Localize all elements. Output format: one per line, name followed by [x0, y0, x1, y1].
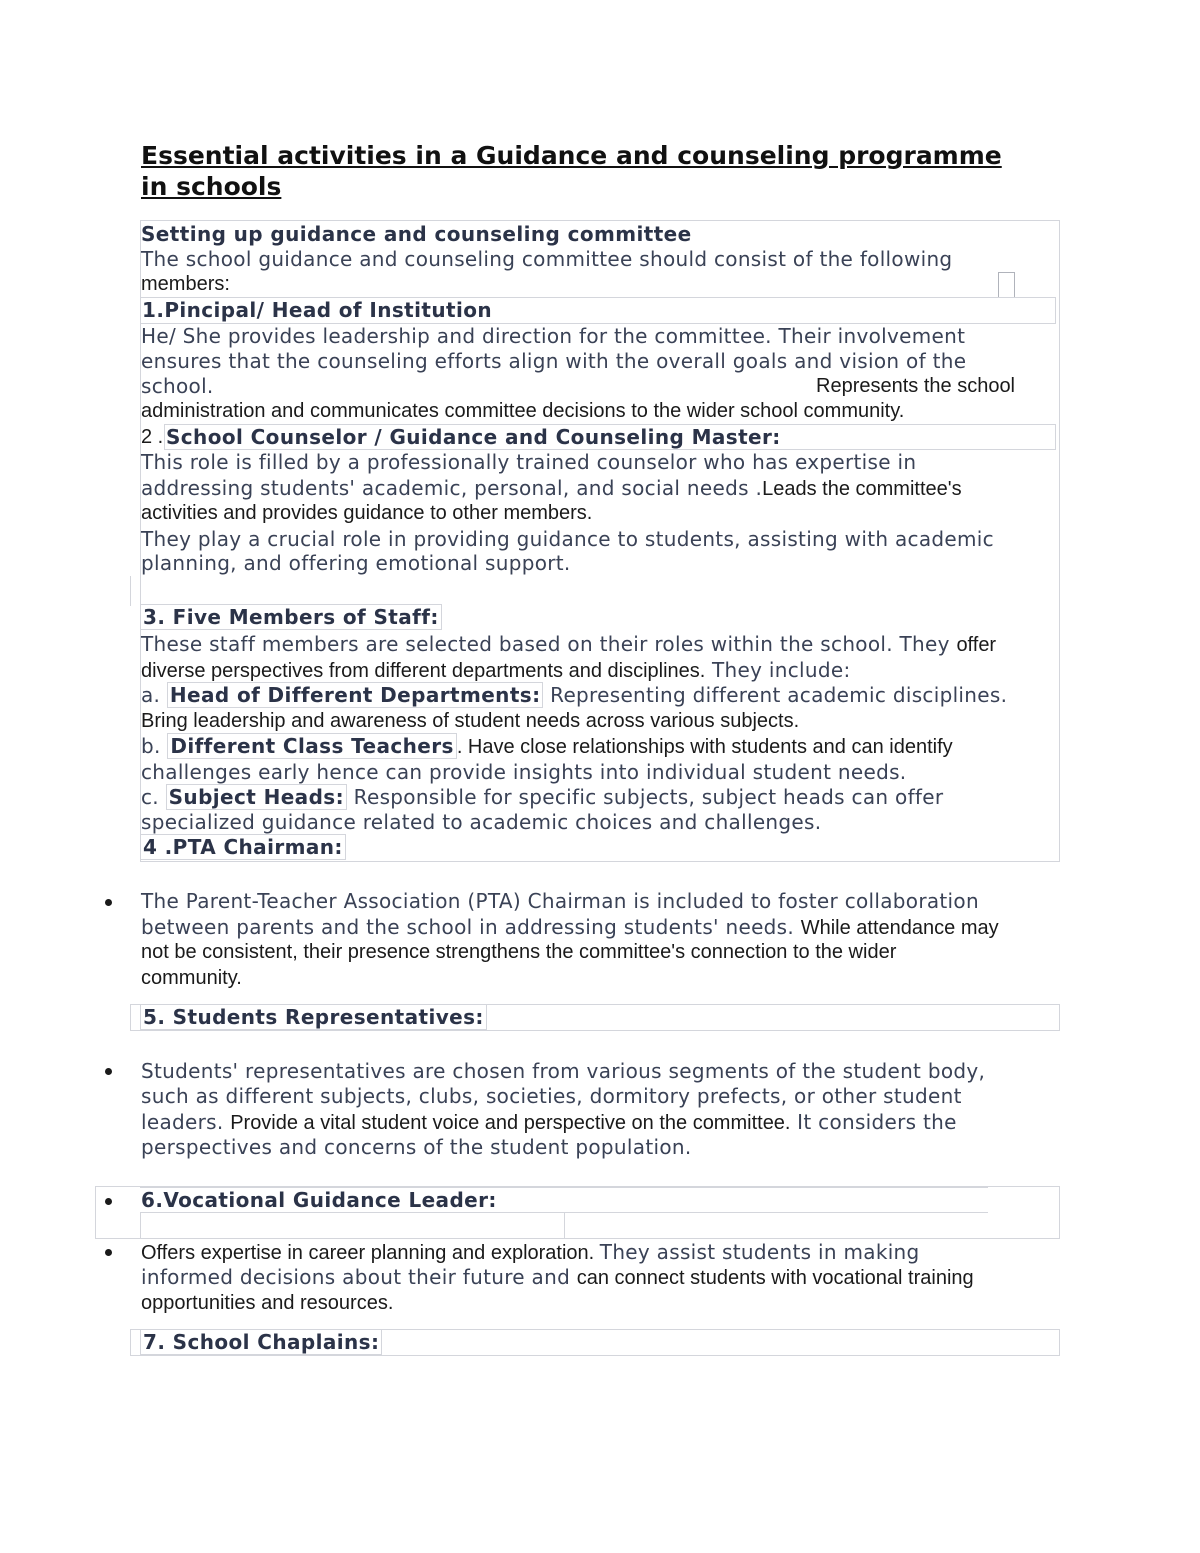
- staff-item-b-text: . Have close relationships with students and can identify: [456, 736, 953, 758]
- committee-intro-1: The school guidance and counseling committee should consist of the following: [141, 247, 953, 271]
- staff-item-b-prefix: b.: [141, 734, 168, 758]
- students-text-3: [141, 1110, 957, 1136]
- pta-text-2a: between parents and the school in addressing students' needs.: [141, 915, 801, 939]
- staff-text-2b: They include:: [705, 658, 851, 682]
- staff-item-a-text: Representing different academic disciplines.: [543, 683, 1008, 707]
- title-line-1: Essential activities in a Guidance and counseling programme: [141, 141, 1002, 170]
- staff-text-1b: offer: [956, 634, 997, 656]
- students-text-3a: leaders.: [141, 1110, 231, 1134]
- counselor-text-2: [141, 476, 962, 502]
- staff-text-1: [141, 632, 996, 658]
- bullet-icon: [105, 1198, 112, 1205]
- principal-heading: 1.Pincipal/ Head of Institution: [142, 298, 492, 322]
- counselor-text-3: activities and provides guidance to other members.: [141, 502, 593, 524]
- pta-heading-row: [140, 835, 346, 860]
- principal-text-4: administration and communicates committee decisions to the wider school community.: [141, 400, 905, 422]
- pta-heading: 4 .PTA Chairman:: [140, 834, 346, 860]
- vocational-text-2: [141, 1265, 974, 1291]
- counselor-text-1: This role is filled by a professionally trained counselor who has expertise in: [141, 450, 917, 474]
- principal-text-1: He/ She provides leadership and direction for the committee. Their involvement: [141, 324, 966, 348]
- counselor-text-2b: Leads the committee's: [762, 478, 962, 500]
- staff-item-b-line-2: challenges early hence can provide insights into individual student needs.: [141, 760, 907, 784]
- students-text-1: Students' representatives are chosen from various segments of the student body,: [141, 1059, 986, 1083]
- students-text-4: perspectives and concerns of the student population.: [141, 1135, 692, 1159]
- counselor-text-4: They play a crucial role in providing guidance to students, assisting with academic: [141, 527, 994, 551]
- committee-heading: Setting up guidance and counseling committee: [141, 222, 692, 246]
- students-text-3b: Provide a vital student voice and perspective on the committee.: [230, 1112, 791, 1134]
- staff-item-c-heading: Subject Heads:: [166, 784, 347, 810]
- committee-intro-2: members:: [141, 273, 230, 295]
- principal-text-3a: school.: [141, 374, 214, 398]
- divider: [130, 576, 131, 606]
- document-title: [141, 140, 1061, 202]
- chaplains-heading: 7. School Chaplains:: [140, 1329, 382, 1355]
- principal-text-3b: Represents the school: [816, 375, 1016, 397]
- staff-item-b: [141, 734, 953, 760]
- checkbox-icon: [998, 272, 1015, 298]
- chaplains-heading-row: [140, 1330, 382, 1355]
- staff-item-a-prefix: a.: [141, 683, 167, 707]
- staff-item-c-line-2: specialized guidance related to academic choices and challenges.: [141, 810, 822, 834]
- counselor-prefix: 2 .: [141, 426, 164, 448]
- staff-item-b-heading: Different Class Teachers: [167, 733, 457, 759]
- vocational-text-1a: Offers expertise in career planning and exploration.: [141, 1242, 600, 1264]
- vocational-text-2b: can connect students with vocational training: [576, 1267, 974, 1289]
- principal-text-2: ensures that the counseling efforts align with the overall goals and vision of the: [141, 349, 967, 373]
- pta-text-4: community.: [141, 967, 242, 989]
- vocational-text-3: opportunities and resources.: [141, 1292, 394, 1314]
- students-text-3c: It considers the: [790, 1110, 957, 1134]
- counselor-text-2a: addressing students' academic, personal, and social needs .: [141, 476, 763, 500]
- staff-item-a-line-2: Bring leadership and awareness of student needs across various subjects.: [141, 710, 800, 732]
- vocational-text-1: [141, 1240, 920, 1266]
- staff-text-2a: diverse perspectives from different departments and disciplines.: [141, 660, 706, 682]
- staff-heading-row: [140, 605, 442, 630]
- staff-text-1a: These staff members are selected based on their roles within the school. They: [141, 632, 957, 656]
- vocational-heading: 6.Vocational Guidance Leader:: [141, 1188, 497, 1212]
- vocational-empty-cell: [140, 1213, 565, 1238]
- vocational-text-2a: informed decisions about their future and: [141, 1265, 577, 1289]
- pta-text-3: not be consistent, their presence strengthens the committee's connection to the wider: [141, 941, 897, 963]
- vocational-text-1b: They assist students in making: [599, 1240, 920, 1264]
- staff-heading: 3. Five Members of Staff:: [140, 604, 442, 630]
- staff-item-a: [141, 683, 1007, 708]
- bullet-icon: [105, 1068, 112, 1075]
- pta-text-1: The Parent-Teacher Association (PTA) Chairman is included to foster collaboration: [141, 889, 979, 913]
- bullet-icon: [105, 1249, 112, 1256]
- pta-text-2b: While attendance may: [800, 917, 999, 939]
- staff-item-c-text: Responsible for specific subjects, subject heads can offer: [347, 785, 944, 809]
- staff-text-2: [141, 658, 851, 684]
- staff-item-c: [141, 785, 943, 810]
- title-line-2: in schools: [141, 172, 282, 201]
- students-heading: 5. Students Representatives:: [140, 1004, 487, 1030]
- students-text-2: such as different subjects, clubs, societies, dormitory prefects, or other student: [141, 1084, 962, 1108]
- counselor-heading: School Counselor / Guidance and Counseling Master:: [166, 425, 781, 449]
- students-heading-row: [140, 1005, 487, 1030]
- pta-text-2: [141, 915, 999, 941]
- bullet-icon: [105, 899, 112, 906]
- staff-item-a-heading: Head of Different Departments:: [167, 682, 544, 708]
- counselor-text-5: planning, and offering emotional support.: [141, 551, 571, 575]
- staff-item-c-prefix: c.: [141, 785, 166, 809]
